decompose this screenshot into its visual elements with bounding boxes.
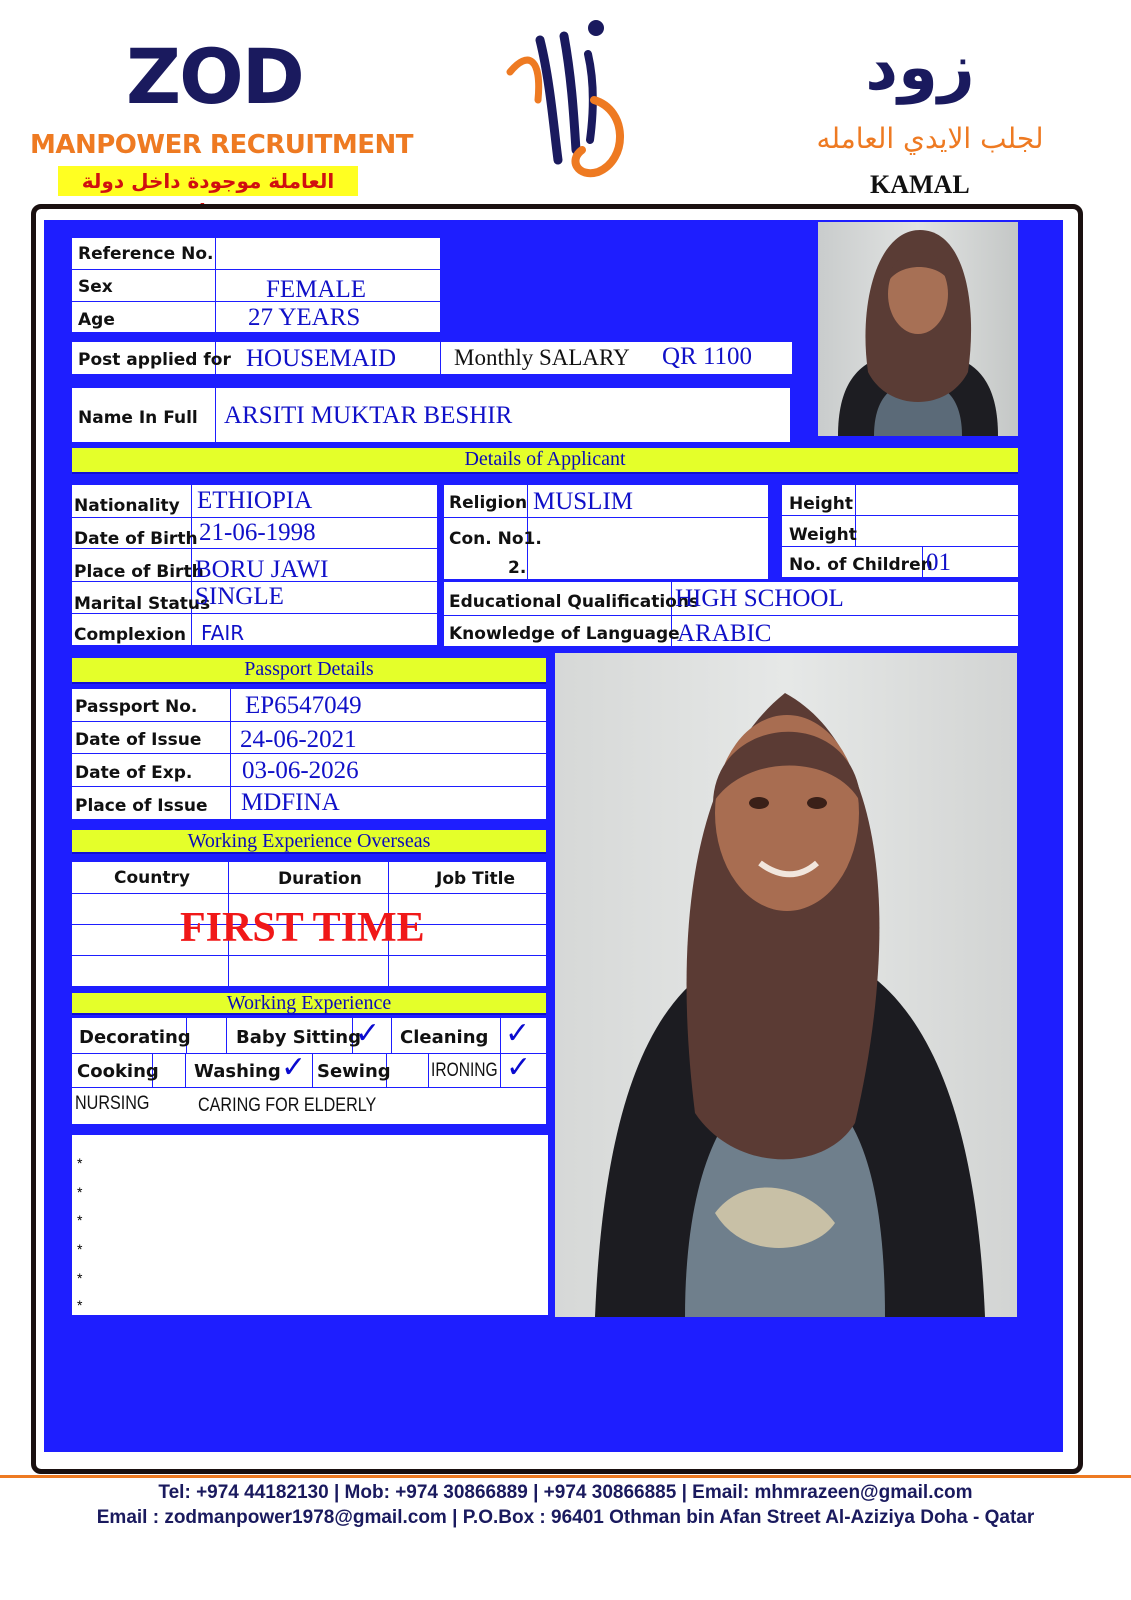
language-value: ARABIC xyxy=(677,620,772,647)
footer-contact-line: Tel: +974 44182130 | Mob: +974 30866889 | +974 30866885 | Email: mhmrazeen@gmail.com xyxy=(158,1482,973,1503)
salary-label: Monthly SALARY xyxy=(454,345,630,370)
language-label: Knowledge of Language xyxy=(449,624,680,644)
footer-address-line: Email : zodmanpower1978@gmail.com | P.O.Box : 96401 Othman bin Afan Street Al-Aziziya Doha - Qatar xyxy=(96,1507,1035,1528)
education-value: HIGH SCHOOL xyxy=(675,585,844,612)
post-label: Post applied for xyxy=(78,350,231,370)
salary-value: QR 1100 xyxy=(662,343,753,370)
weight-label: Weight xyxy=(789,525,857,545)
issue-date-value: 24-06-2021 xyxy=(240,726,357,753)
education-label: Educational Qualifications xyxy=(449,592,700,612)
details-title: Details of Applicant xyxy=(72,448,1018,474)
marital-value: SINGLE xyxy=(195,583,284,610)
children-value: 01 xyxy=(926,549,951,576)
col-country: Country xyxy=(114,868,190,888)
note-bullet: * xyxy=(77,1184,83,1200)
name-value: ARSITI MUKTAR BESHIR xyxy=(224,402,513,429)
col-duration: Duration xyxy=(278,869,362,889)
skill-cleaning: Cleaning xyxy=(400,1027,489,1048)
skill-ironing: IRONING xyxy=(431,1060,498,1081)
applicant-photo-small xyxy=(818,222,1018,436)
complexion-label: Complexion xyxy=(74,625,186,645)
skill-decorating: Decorating xyxy=(79,1027,191,1048)
name-label: Name In Full xyxy=(78,408,198,428)
issue-place-value: MDFINA xyxy=(241,789,340,816)
reference-label: Reference No. xyxy=(78,244,214,264)
age-value: 27 YEARS xyxy=(248,304,361,331)
passport-title: Passport Details xyxy=(72,658,546,684)
nationality-value: ETHIOPIA xyxy=(197,487,313,514)
overseas-title: Working Experience Overseas xyxy=(72,830,546,854)
passport-no-label: Passport No. xyxy=(75,697,198,717)
complexion-value: FAIR xyxy=(201,621,245,645)
marital-label: Marital Status xyxy=(74,594,211,614)
company-subtitle-arabic: لجلب الايدي العامله xyxy=(816,122,1044,155)
children-label: No. of Children xyxy=(789,555,933,575)
logo-zod-arabic: زود xyxy=(865,31,975,105)
skill-nursing: NURSING xyxy=(75,1093,150,1114)
note-bullet: * xyxy=(77,1241,83,1257)
note-bullet: * xyxy=(77,1297,83,1313)
check-ironing-icon: ✓ xyxy=(506,1050,532,1085)
issue-date-label: Date of Issue xyxy=(75,730,202,750)
note-bullet: * xyxy=(77,1212,83,1228)
check-cleaning-icon: ✓ xyxy=(505,1016,531,1051)
exp-date-value: 03-06-2026 xyxy=(242,757,359,784)
footer-rule xyxy=(0,1475,1131,1478)
issue-place-label: Place of Issue xyxy=(75,796,208,816)
skill-caring-elderly: CARING FOR ELDERLY xyxy=(198,1095,377,1116)
con2-label: 2. xyxy=(508,558,527,578)
experience-title: Working Experience xyxy=(72,993,546,1015)
nationality-label: Nationality xyxy=(74,496,180,516)
sex-label: Sex xyxy=(78,277,113,297)
note-bullet: * xyxy=(77,1155,83,1171)
con1-label: Con. No1. xyxy=(449,529,542,549)
company-subtitle: MANPOWER RECRUITMENT xyxy=(30,130,413,160)
dob-value: 21-06-1998 xyxy=(199,519,316,546)
height-label: Height xyxy=(789,494,853,514)
skill-cooking: Cooking xyxy=(77,1061,159,1082)
col-job-title: Job Title xyxy=(436,869,515,889)
age-label: Age xyxy=(78,310,115,330)
skill-baby-sitting: Baby Sitting xyxy=(236,1027,361,1048)
exp-date-label: Date of Exp. xyxy=(75,763,193,783)
notes-box xyxy=(72,1135,548,1315)
dob-label: Date of Birth xyxy=(74,529,198,549)
check-washing-icon: ✓ xyxy=(281,1050,307,1085)
skill-sewing: Sewing xyxy=(317,1061,391,1082)
logo-zod: ZOD xyxy=(126,32,303,121)
sex-value: FEMALE xyxy=(266,276,366,303)
first-time-stamp: FIRST TIME xyxy=(180,905,425,951)
agent-name: KAMAL xyxy=(870,170,970,199)
company-logo-icon xyxy=(498,10,638,180)
religion-value: MUSLIM xyxy=(533,488,634,515)
pob-label: Place of Birth xyxy=(74,562,204,582)
pob-value: BORU JAWI xyxy=(195,556,329,583)
arabic-banner: العاملة موجودة داخل دولة xyxy=(58,166,358,196)
passport-no-value: EP6547049 xyxy=(245,692,362,719)
skill-washing: Washing xyxy=(194,1061,281,1082)
check-baby-sitting-icon: ✓ xyxy=(355,1016,381,1051)
applicant-photo-large xyxy=(555,653,1017,1317)
religion-label: Religion xyxy=(449,493,528,513)
note-bullet: * xyxy=(77,1270,83,1286)
post-value: HOUSEMAID xyxy=(246,345,396,372)
